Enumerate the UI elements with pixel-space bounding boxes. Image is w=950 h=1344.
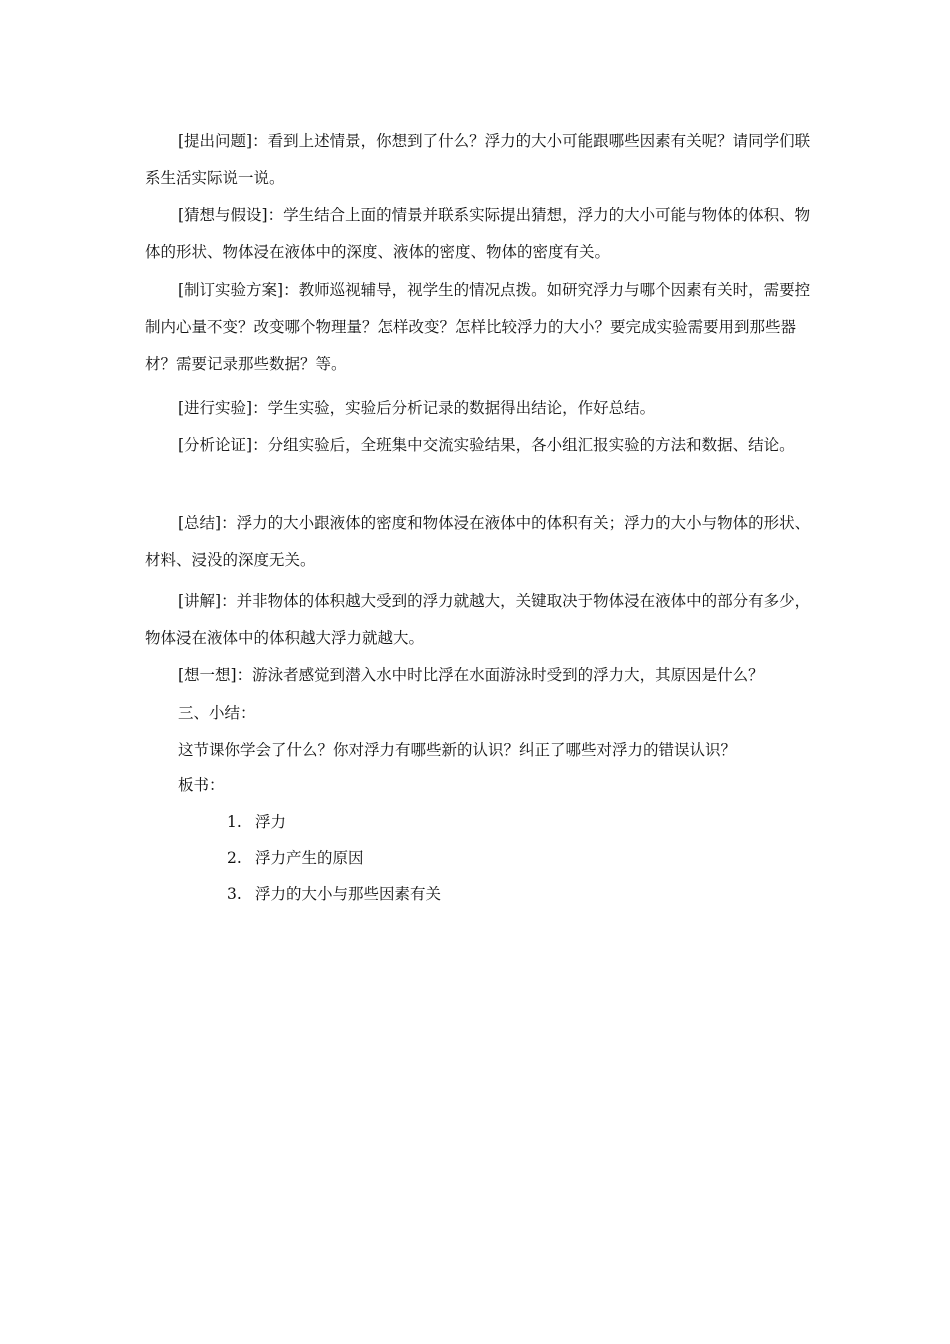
paragraph-summary: [总结]：浮力的大小跟液体的密度和物体浸在液体中的体积有关；浮力的大小与物体的形状、材料、浸没的深度无关。 (145, 514, 811, 569)
paragraph-explanation: [讲解]：并非物体的体积越大受到的浮力就越大，关键取决于物体浸在液体中的部分有多少，物体浸在液体中的体积越大浮力就越大。 (145, 592, 811, 647)
list-number: 2. (227, 849, 242, 867)
paragraph-raise-question: [提出问题]：看到上述情景，你想到了什么？浮力的大小可能跟哪些因素有关呢？请同学们联系生活实际说一说。 (145, 132, 811, 187)
board-heading: 板书： (178, 776, 225, 794)
paragraph-experiment-plan: [制订实验方案]：教师巡视辅导，视学生的情况点拨。如研究浮力与哪个因素有关时，需要控制内心量不变？改变哪个物理量？怎样改变？怎样比较浮力的大小？要完成实验需要用到那些器材？需要记录那些数据？等。 (145, 281, 811, 373)
paragraph-hypothesis: [猜想与假设]：学生结合上面的情景并联系实际提出猜想，浮力的大小可能与物体的体积、物体的形状、物体浸在液体中的深度、液体的密度、物体的密度有关。 (145, 206, 811, 261)
paragraph-think-about: [想一想]：游泳者感觉到潜入水中时比浮在水面游泳时受到的浮力大，其原因是什么？ (178, 666, 764, 684)
list-number: 1. (227, 813, 242, 831)
section-heading-summary: 三、小结： (178, 704, 256, 722)
list-number: 3. (227, 885, 242, 903)
board-list-item-2 (227, 848, 364, 869)
list-text: 浮力的大小与那些因素有关 (255, 885, 442, 903)
list-text: 浮力 (255, 813, 287, 831)
paragraph-lesson-review: 这节课你学会了什么？你对浮力有哪些新的认识？纠正了哪些对浮力的错误认识？ (178, 741, 737, 759)
list-text: 浮力产生的原因 (255, 849, 364, 867)
paragraph-conduct-experiment: [进行实验]：学生实验，实验后分析记录的数据得出结论，作好总结。 (178, 399, 656, 417)
paragraph-analysis: [分析论证]：分组实验后，全班集中交流实验结果，各小组汇报实验的方法和数据、结论。 (178, 436, 795, 454)
board-list-item-1 (227, 812, 286, 833)
board-list-item-3 (227, 884, 441, 905)
